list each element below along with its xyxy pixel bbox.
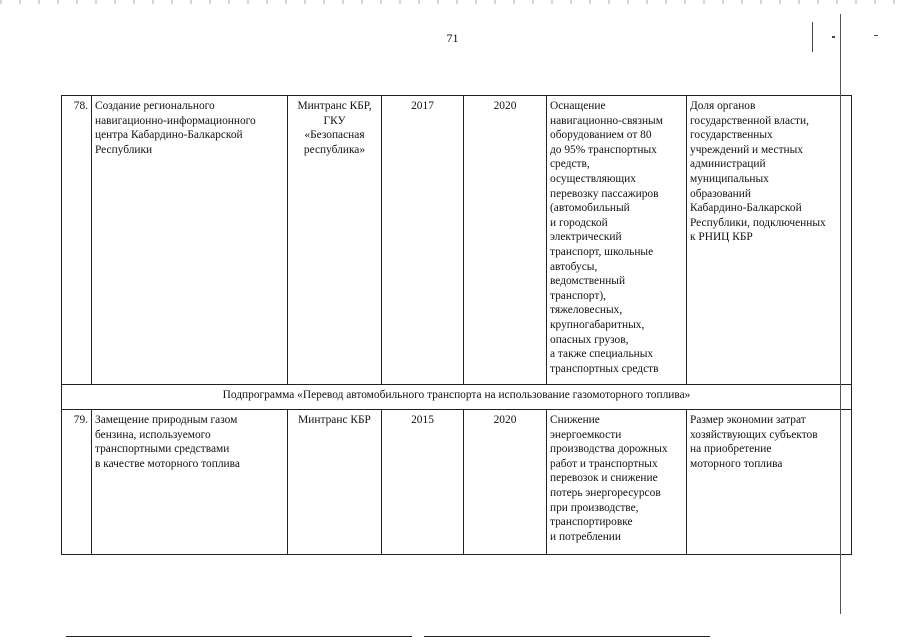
- end-year: 2020: [464, 96, 547, 385]
- expected-result: Оснащение навигационно-связным оборудованием от 80 до 95% транспортных средств, осуществляющих перевозку пассажиров (автомобильный и городской электрический транспорт, школьные автобусы, ведомственный транспорт), тяжеловесных, крупногабаритных, опасных грузов, а также специальных транспортных средств: [547, 96, 687, 385]
- table-row: [62, 410, 852, 555]
- expected-result: Снижение энергоемкости производства дорожных работ и транспортных перевозок и снижение потерь энергоресурсов при производстве, транспортировке и потреблении: [547, 410, 687, 555]
- end-year: 2020: [464, 410, 547, 555]
- table-row: [62, 96, 852, 385]
- row-number: 79.: [62, 410, 92, 555]
- measure-name: Замещение природным газом бензина, используемого транспортными средствами в качестве моторного топлива: [92, 410, 288, 555]
- executor: Минтранс КБР: [288, 410, 382, 555]
- bottom-rule-left: [66, 636, 412, 637]
- subprogram-title: Подпрограмма «Перевод автомобильного транспорта на использование газомоторного топлива»: [62, 385, 852, 410]
- scan-mark: [812, 22, 813, 52]
- scan-mark: [874, 35, 878, 36]
- row-number: 78.: [62, 96, 92, 385]
- start-year: 2015: [382, 410, 464, 555]
- executor: Минтранс КБР, ГКУ «Безопасная республика»: [288, 96, 382, 385]
- measure-name: Создание регионального навигационно-информационного центра Кабардино-Балкарской Республики: [92, 96, 288, 385]
- page-number: 71: [446, 31, 459, 45]
- program-table: [61, 95, 852, 555]
- subprogram-row: [62, 385, 852, 410]
- indicator: Доля органов государственной власти, государственных учреждений и местных администраций муниципальных образований Кабардино-Балкарской Республики, подключенных к РНИЦ КБР: [687, 96, 852, 385]
- start-year: 2017: [382, 96, 464, 385]
- indicator: Размер экономии затрат хозяйствующих субъектов на приобретение моторного топлива: [687, 410, 852, 555]
- scan-noise-top: [0, 0, 905, 4]
- scan-edge-rule: [840, 14, 841, 614]
- scan-mark: [832, 36, 835, 38]
- bottom-rule-right: [424, 636, 710, 637]
